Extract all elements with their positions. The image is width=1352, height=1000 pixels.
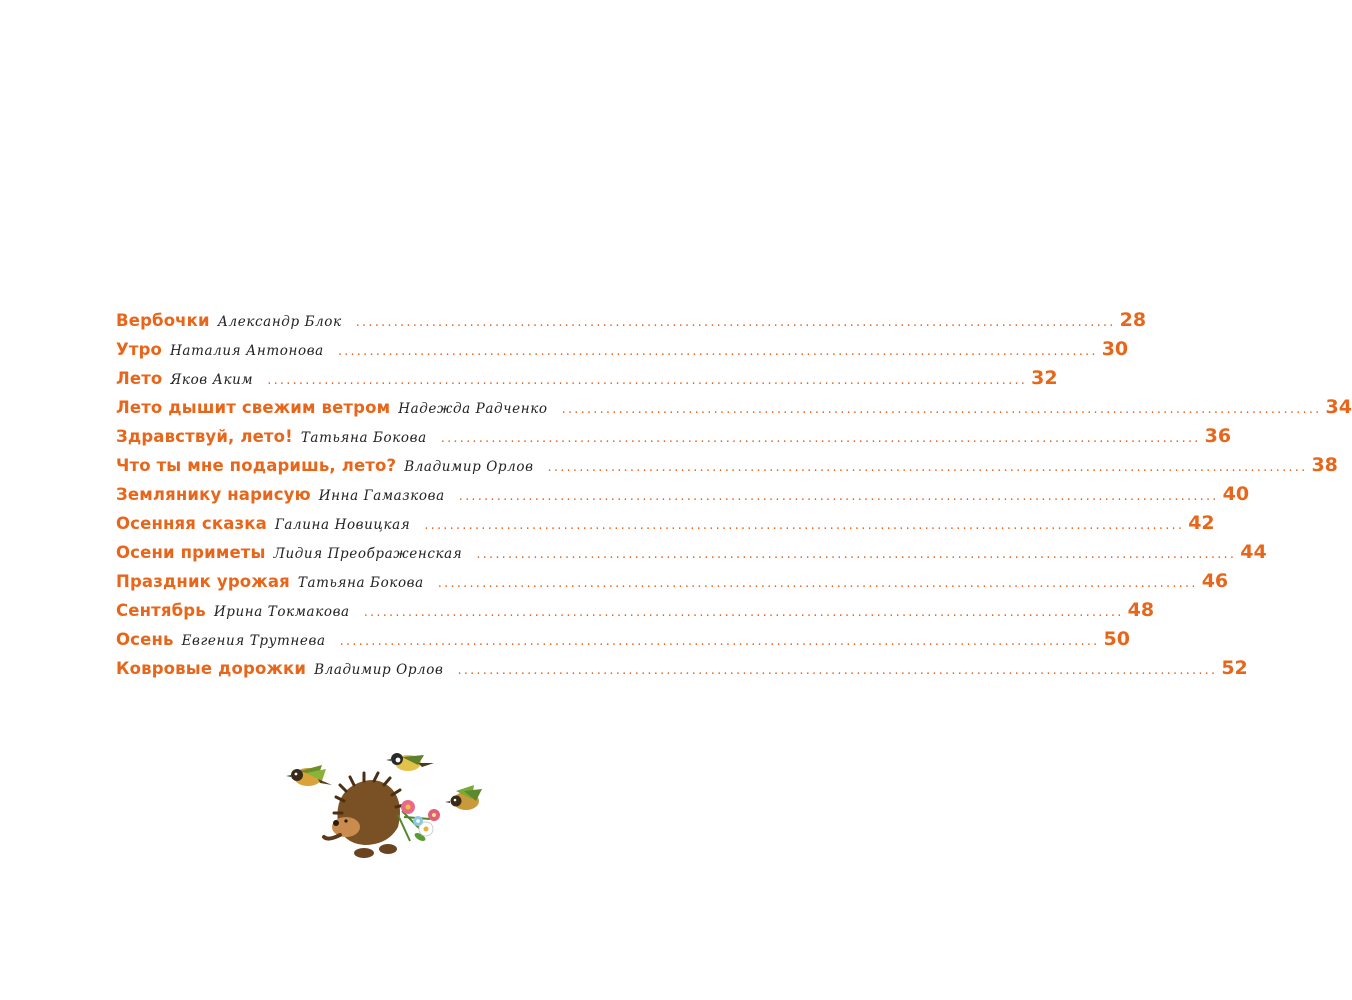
toc-author: Татьяна Бокова <box>297 575 424 591</box>
toc-author: Яков Аким <box>170 372 254 388</box>
toc-entry[interactable] <box>116 541 1267 570</box>
toc-leader-dots: ........................................................................................................................ <box>424 518 1185 533</box>
toc-title[interactable]: Утро <box>116 340 163 359</box>
toc-leader-dots: ........................................................................................................................ <box>458 489 1219 504</box>
toc-page-number[interactable]: 44 <box>1240 541 1267 563</box>
toc-title[interactable]: Сентябрь <box>116 601 206 620</box>
toc-leader-dots: ........................................................................................................................ <box>457 663 1218 678</box>
toc-entry[interactable] <box>116 425 1232 454</box>
toc-entry[interactable] <box>116 454 1338 483</box>
table-of-contents <box>116 309 1352 686</box>
toc-entry[interactable] <box>116 309 1147 338</box>
toc-leader-dots: ........................................................................................................................ <box>337 344 1098 359</box>
toc-title[interactable]: Ковровые дорожки <box>116 659 307 678</box>
toc-page-number[interactable]: 46 <box>1201 570 1229 592</box>
toc-title[interactable]: Что ты мне подаришь, лето? <box>116 456 397 475</box>
toc-entry[interactable] <box>116 512 1215 541</box>
hedgehog-illustration <box>280 745 500 865</box>
hedgehog-icon <box>324 773 404 858</box>
toc-page-number[interactable]: 30 <box>1101 338 1129 360</box>
toc-entry[interactable] <box>116 338 1129 367</box>
toc-leader-dots: ........................................................................................................................ <box>547 460 1308 475</box>
toc-page-number[interactable]: 48 <box>1127 599 1155 621</box>
toc-leader-dots: ........................................................................................................................ <box>561 402 1322 417</box>
toc-title[interactable]: Осени приметы <box>116 543 266 562</box>
toc-leader-dots: ........................................................................................................................ <box>355 315 1116 330</box>
toc-entry[interactable] <box>116 628 1130 657</box>
toc-leader-dots: ........................................................................................................................ <box>476 547 1237 562</box>
bird-icon <box>445 785 482 810</box>
toc-author: Владимир Орлов <box>404 459 534 475</box>
toc-leader-dots: ........................................................................................................................ <box>437 576 1198 591</box>
toc-entry[interactable] <box>116 483 1250 512</box>
toc-page-number[interactable]: 52 <box>1221 657 1248 679</box>
bird-icon <box>286 765 332 786</box>
toc-page-number[interactable]: 50 <box>1103 628 1130 650</box>
toc-entry[interactable] <box>116 570 1229 599</box>
toc-leader-dots: ........................................................................................................................ <box>363 605 1124 620</box>
toc-entry[interactable] <box>116 396 1352 425</box>
toc-page-number[interactable]: 34 <box>1325 396 1352 418</box>
toc-entry[interactable] <box>116 657 1248 686</box>
flower-bouquet-icon <box>398 800 440 843</box>
toc-author: Галина Новицкая <box>274 517 411 533</box>
toc-leader-dots: ........................................................................................................................ <box>267 373 1028 388</box>
toc-page-number[interactable]: 28 <box>1119 309 1147 331</box>
toc-author: Лидия Преображенская <box>273 546 463 562</box>
toc-title[interactable]: Вербочки <box>116 311 210 330</box>
toc-page-number[interactable]: 36 <box>1204 425 1232 447</box>
toc-title[interactable]: Осень <box>116 630 174 649</box>
toc-author: Наталия Антонова <box>170 343 324 359</box>
toc-author: Инна Гамазкова <box>318 488 445 504</box>
toc-title[interactable]: Лето <box>116 369 163 388</box>
toc-entry[interactable] <box>116 367 1058 396</box>
bird-icon <box>386 753 434 771</box>
toc-page-number[interactable]: 42 <box>1188 512 1215 534</box>
toc-author: Надежда Радченко <box>398 401 548 417</box>
toc-entry[interactable] <box>116 599 1155 628</box>
toc-title[interactable]: Землянику нарисую <box>116 485 311 504</box>
toc-title[interactable]: Осенняя сказка <box>116 514 267 533</box>
toc-leader-dots: ........................................................................................................................ <box>440 431 1201 446</box>
toc-leader-dots: ........................................................................................................................ <box>339 634 1100 649</box>
toc-page-number[interactable]: 40 <box>1222 483 1250 505</box>
toc-title[interactable]: Лето дышит свежим ветром <box>116 398 391 417</box>
toc-title[interactable]: Здравствуй, лето! <box>116 427 293 446</box>
toc-author: Владимир Орлов <box>314 662 444 678</box>
toc-author: Ирина Токмакова <box>213 604 350 620</box>
toc-author: Татьяна Бокова <box>300 430 427 446</box>
toc-title[interactable]: Праздник урожая <box>116 572 290 591</box>
toc-author: Александр Блок <box>217 314 342 330</box>
toc-author: Евгения Трутнева <box>181 633 326 649</box>
toc-page-number[interactable]: 38 <box>1311 454 1338 476</box>
toc-page-number[interactable]: 32 <box>1031 367 1058 389</box>
